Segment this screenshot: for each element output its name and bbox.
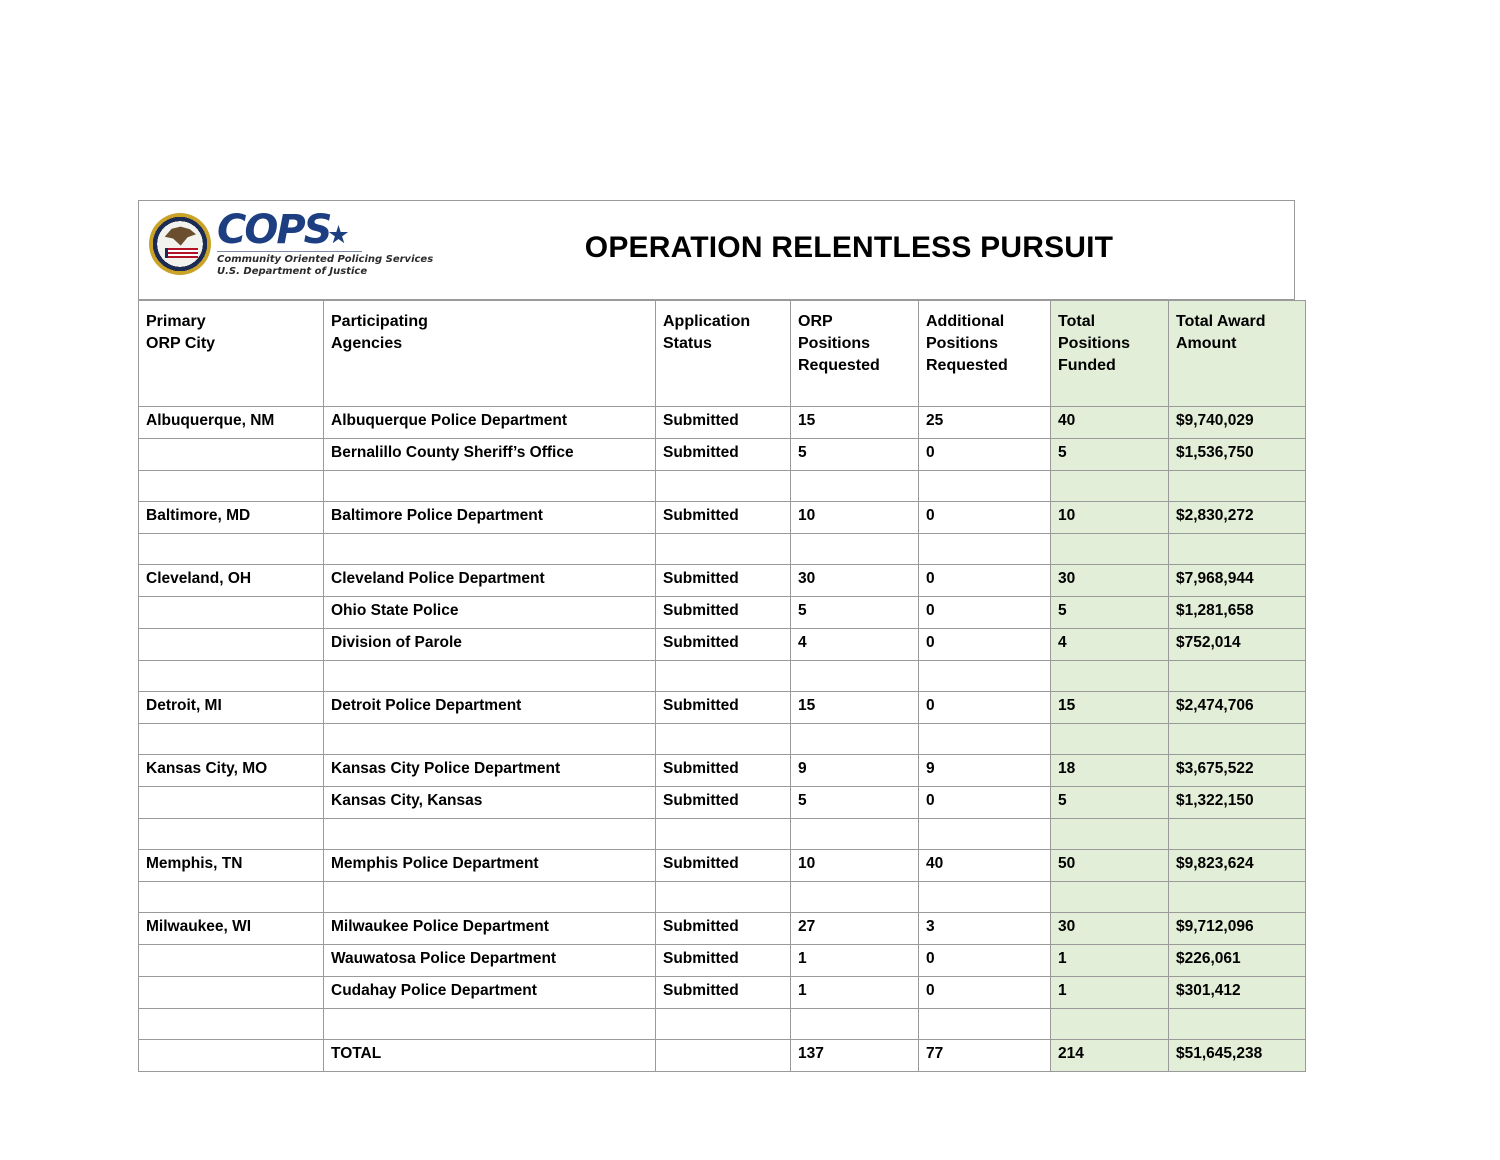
- cell-additional_requested: 40: [919, 850, 1051, 882]
- cell-orp_requested: [791, 661, 919, 692]
- cell-status: Submitted: [656, 597, 791, 629]
- cell-orp_requested: 4: [791, 629, 919, 661]
- cell-status: [656, 1009, 791, 1040]
- column-header-line: Application: [663, 313, 751, 330]
- cell-orp_requested: [791, 1009, 919, 1040]
- cell-additional_requested: 0: [919, 597, 1051, 629]
- cell-agency: Detroit Police Department: [324, 692, 656, 724]
- cell-total_funded: 1: [1051, 945, 1169, 977]
- cell-award: [1169, 882, 1306, 913]
- cell-city: [139, 629, 324, 661]
- cell-city: [139, 1040, 324, 1072]
- cell-award: $9,823,624: [1169, 850, 1306, 882]
- cell-additional_requested: 3: [919, 913, 1051, 945]
- cell-total_funded: 30: [1051, 565, 1169, 597]
- column-header-line: Requested: [798, 357, 880, 374]
- cell-city: [139, 977, 324, 1009]
- document-header-box: [138, 200, 1295, 300]
- cell-award: $51,645,238: [1169, 1040, 1306, 1072]
- cell-orp_requested: 10: [791, 502, 919, 534]
- cell-award: $752,014: [1169, 629, 1306, 661]
- cell-status: Submitted: [656, 787, 791, 819]
- column-header-5: [919, 301, 1051, 407]
- cell-additional_requested: [919, 1009, 1051, 1040]
- cell-additional_requested: [919, 471, 1051, 502]
- cell-city: [139, 945, 324, 977]
- cell-city: [139, 534, 324, 565]
- cell-agency: [324, 724, 656, 755]
- cell-additional_requested: [919, 534, 1051, 565]
- cell-status: Submitted: [656, 629, 791, 661]
- cell-orp_requested: 137: [791, 1040, 919, 1072]
- cell-award: $226,061: [1169, 945, 1306, 977]
- table-row: [139, 439, 1306, 471]
- column-header-6: [1051, 301, 1169, 407]
- cell-total_funded: 10: [1051, 502, 1169, 534]
- cell-additional_requested: 0: [919, 977, 1051, 1009]
- cell-total_funded: 214: [1051, 1040, 1169, 1072]
- column-header-line: ORP City: [146, 335, 216, 352]
- cell-award: $1,281,658: [1169, 597, 1306, 629]
- column-header-line: Primary: [146, 313, 206, 330]
- orp-awards-table: [138, 300, 1306, 1072]
- cell-additional_requested: [919, 661, 1051, 692]
- cell-award: $3,675,522: [1169, 755, 1306, 787]
- cell-award: [1169, 724, 1306, 755]
- cell-orp_requested: 15: [791, 692, 919, 724]
- cell-orp_requested: 27: [791, 913, 919, 945]
- column-header-7: [1169, 301, 1306, 407]
- cell-status: Submitted: [656, 913, 791, 945]
- cell-total_funded: 40: [1051, 407, 1169, 439]
- cell-city: [139, 597, 324, 629]
- table-spacer-row: [139, 1009, 1306, 1040]
- table-row: [139, 913, 1306, 945]
- cell-agency: Cleveland Police Department: [324, 565, 656, 597]
- cell-city: Kansas City, MO: [139, 755, 324, 787]
- cell-city: [139, 787, 324, 819]
- cell-agency: Wauwatosa Police Department: [324, 945, 656, 977]
- cell-status: Submitted: [656, 977, 791, 1009]
- table-row: [139, 692, 1306, 724]
- cell-city: [139, 439, 324, 471]
- column-header-4: [791, 301, 919, 407]
- column-header-line: Total: [1058, 313, 1096, 330]
- cell-city: Memphis, TN: [139, 850, 324, 882]
- cell-total_funded: 5: [1051, 787, 1169, 819]
- cell-additional_requested: [919, 882, 1051, 913]
- cell-additional_requested: 0: [919, 945, 1051, 977]
- table-row: [139, 945, 1306, 977]
- cell-award: $9,712,096: [1169, 913, 1306, 945]
- cell-total_funded: 30: [1051, 913, 1169, 945]
- cell-status: [656, 1040, 791, 1072]
- column-header-line: Funded: [1058, 357, 1116, 374]
- cell-total_funded: [1051, 819, 1169, 850]
- cell-agency: Ohio State Police: [324, 597, 656, 629]
- cell-additional_requested: 0: [919, 502, 1051, 534]
- table-row: [139, 407, 1306, 439]
- cell-orp_requested: [791, 534, 919, 565]
- cell-additional_requested: 0: [919, 439, 1051, 471]
- cell-orp_requested: [791, 471, 919, 502]
- column-header-line: Participating: [331, 313, 428, 330]
- cell-city: [139, 1009, 324, 1040]
- cell-total_funded: 15: [1051, 692, 1169, 724]
- cell-city: Cleveland, OH: [139, 565, 324, 597]
- cell-city: [139, 882, 324, 913]
- table-spacer-row: [139, 661, 1306, 692]
- cell-award: [1169, 471, 1306, 502]
- cell-additional_requested: 0: [919, 565, 1051, 597]
- cell-city: Baltimore, MD: [139, 502, 324, 534]
- cell-status: [656, 724, 791, 755]
- table-header-row: [139, 301, 1306, 407]
- cell-total_funded: [1051, 534, 1169, 565]
- cell-total_funded: 4: [1051, 629, 1169, 661]
- cell-total_funded: 50: [1051, 850, 1169, 882]
- cell-total_funded: [1051, 471, 1169, 502]
- cell-additional_requested: 0: [919, 629, 1051, 661]
- cops-subtitle-line2: U.S. Department of Justice: [217, 266, 368, 277]
- cell-orp_requested: 5: [791, 787, 919, 819]
- cell-award: [1169, 1009, 1306, 1040]
- cell-agency: Albuquerque Police Department: [324, 407, 656, 439]
- cell-orp_requested: 1: [791, 945, 919, 977]
- cell-agency: [324, 1009, 656, 1040]
- table-row: [139, 850, 1306, 882]
- cops-subtitle-line1: Community Oriented Policing Services: [217, 254, 434, 265]
- cell-total_funded: 5: [1051, 597, 1169, 629]
- table-total-row: [139, 1040, 1306, 1072]
- cell-status: Submitted: [656, 945, 791, 977]
- cell-additional_requested: [919, 724, 1051, 755]
- cell-award: $7,968,944: [1169, 565, 1306, 597]
- cell-status: Submitted: [656, 502, 791, 534]
- cell-award: $9,740,029: [1169, 407, 1306, 439]
- cell-award: $301,412: [1169, 977, 1306, 1009]
- cell-status: [656, 534, 791, 565]
- cell-total_funded: 1: [1051, 977, 1169, 1009]
- cell-agency: TOTAL: [324, 1040, 656, 1072]
- table-spacer-row: [139, 534, 1306, 565]
- cell-city: [139, 724, 324, 755]
- column-header-line: Additional: [926, 313, 1005, 330]
- table-row: [139, 755, 1306, 787]
- cell-agency: Kansas City Police Department: [324, 755, 656, 787]
- cell-agency: [324, 661, 656, 692]
- page-title: OPERATION RELENTLESS PURSUIT: [584, 231, 1114, 264]
- column-header-line: Requested: [926, 357, 1008, 374]
- cell-agency: Memphis Police Department: [324, 850, 656, 882]
- cell-city: Milwaukee, WI: [139, 913, 324, 945]
- cell-orp_requested: [791, 724, 919, 755]
- cell-city: Detroit, MI: [139, 692, 324, 724]
- cell-city: Albuquerque, NM: [139, 407, 324, 439]
- column-header-line: Status: [663, 335, 712, 352]
- table-spacer-row: [139, 819, 1306, 850]
- cell-award: $2,830,272: [1169, 502, 1306, 534]
- cell-orp_requested: 15: [791, 407, 919, 439]
- cell-total_funded: [1051, 724, 1169, 755]
- cell-city: [139, 819, 324, 850]
- cell-total_funded: 18: [1051, 755, 1169, 787]
- cell-orp_requested: [791, 819, 919, 850]
- cell-agency: Baltimore Police Department: [324, 502, 656, 534]
- cell-award: $2,474,706: [1169, 692, 1306, 724]
- cell-orp_requested: 5: [791, 439, 919, 471]
- cell-award: [1169, 661, 1306, 692]
- cell-agency: [324, 534, 656, 565]
- cell-orp_requested: 30: [791, 565, 919, 597]
- cell-agency: Kansas City, Kansas: [324, 787, 656, 819]
- table-row: [139, 565, 1306, 597]
- doj-seal-icon: [149, 213, 211, 275]
- column-header-1: [139, 301, 324, 407]
- cell-award: $1,322,150: [1169, 787, 1306, 819]
- cell-agency: Division of Parole: [324, 629, 656, 661]
- cell-total_funded: [1051, 661, 1169, 692]
- column-header-line: Agencies: [331, 335, 403, 352]
- cell-status: Submitted: [656, 755, 791, 787]
- cell-orp_requested: 5: [791, 597, 919, 629]
- cell-status: Submitted: [656, 565, 791, 597]
- cell-additional_requested: 9: [919, 755, 1051, 787]
- table-header: [139, 301, 1306, 407]
- cell-total_funded: [1051, 1009, 1169, 1040]
- cell-status: Submitted: [656, 439, 791, 471]
- table-row: [139, 502, 1306, 534]
- column-header-3: [656, 301, 791, 407]
- cops-wordmark-text: COPS: [217, 207, 331, 253]
- cops-wordmark: [217, 207, 362, 253]
- table-spacer-row: [139, 882, 1306, 913]
- table-row: [139, 629, 1306, 661]
- table-row: [139, 597, 1306, 629]
- cell-award: [1169, 819, 1306, 850]
- table-row: [139, 787, 1306, 819]
- table-spacer-row: [139, 724, 1306, 755]
- cell-status: [656, 882, 791, 913]
- column-header-line: Amount: [1176, 335, 1237, 352]
- cell-additional_requested: 0: [919, 692, 1051, 724]
- column-header-line: Positions: [926, 335, 999, 352]
- cell-total_funded: [1051, 882, 1169, 913]
- cops-wordmark-block: [217, 207, 434, 278]
- cell-additional_requested: 0: [919, 787, 1051, 819]
- cell-agency: Milwaukee Police Department: [324, 913, 656, 945]
- cell-award: [1169, 534, 1306, 565]
- cell-status: [656, 661, 791, 692]
- cell-orp_requested: 9: [791, 755, 919, 787]
- cell-total_funded: 5: [1051, 439, 1169, 471]
- cell-status: [656, 471, 791, 502]
- cell-additional_requested: 77: [919, 1040, 1051, 1072]
- cell-orp_requested: [791, 882, 919, 913]
- cell-status: Submitted: [656, 407, 791, 439]
- cell-agency: [324, 819, 656, 850]
- cell-agency: [324, 471, 656, 502]
- column-header-line: ORP: [798, 313, 833, 330]
- cell-status: Submitted: [656, 692, 791, 724]
- cell-status: [656, 819, 791, 850]
- cell-award: $1,536,750: [1169, 439, 1306, 471]
- table-row: [139, 977, 1306, 1009]
- table-spacer-row: [139, 471, 1306, 502]
- cell-orp_requested: 10: [791, 850, 919, 882]
- cell-city: [139, 471, 324, 502]
- cops-logo: [149, 205, 434, 283]
- cell-city: [139, 661, 324, 692]
- cell-status: Submitted: [656, 850, 791, 882]
- cops-star-icon: [328, 225, 348, 245]
- cell-additional_requested: 25: [919, 407, 1051, 439]
- column-header-line: Positions: [798, 335, 871, 352]
- cell-agency: Bernalillo County Sheriff’s Office: [324, 439, 656, 471]
- column-header-line: Positions: [1058, 335, 1131, 352]
- column-header-2: [324, 301, 656, 407]
- cell-orp_requested: 1: [791, 977, 919, 1009]
- cell-agency: [324, 882, 656, 913]
- cell-agency: Cudahay Police Department: [324, 977, 656, 1009]
- column-header-line: Total Award: [1176, 313, 1266, 330]
- cell-additional_requested: [919, 819, 1051, 850]
- table-body: [139, 407, 1306, 1072]
